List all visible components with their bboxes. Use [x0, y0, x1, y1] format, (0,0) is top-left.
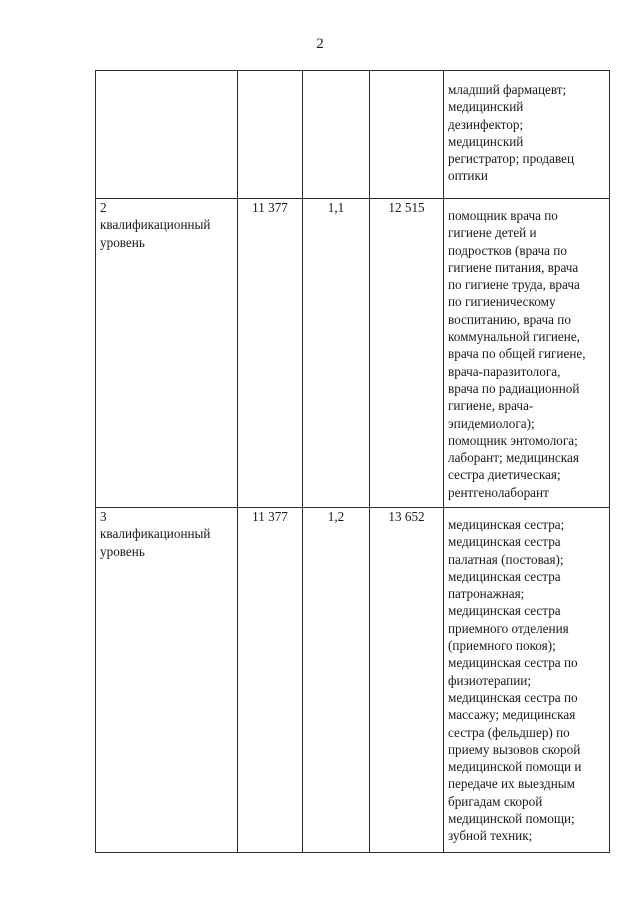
qualification-level-cell	[96, 199, 238, 508]
qualification-level-number: 2	[100, 200, 107, 215]
positions-cell: медицинская сестра; медицинская сестра палатная (постовая); медицинская сестра патронажная; медицинская сестра приемного отделения (приемного покоя); медицинская сестра по физиотерапии; медицинская сестра по массажу; медицинская сестра (фельдшер) по приему вызовов скорой медицинской помощи и передаче их выездным бригадам скорой медицинской помощи; зубной техник;	[444, 508, 610, 853]
base-salary-cell: 11 377	[238, 508, 303, 853]
coefficient-cell: 1,2	[303, 508, 370, 853]
table-row	[96, 71, 610, 199]
page-number: 2	[316, 36, 324, 52]
qualification-level-label: квалификационный уровень	[100, 526, 211, 559]
qualification-level-label: квалификационный уровень	[100, 217, 211, 250]
salary-cell: 12 515	[370, 199, 444, 508]
coefficient-cell: 1,1	[303, 199, 370, 508]
base-salary-cell: 11 377	[238, 199, 303, 508]
table-row	[96, 199, 610, 508]
qualification-level-number: 3	[100, 509, 107, 524]
qualification-level-cell	[96, 71, 238, 199]
table-row	[96, 508, 610, 853]
qualification-level-cell	[96, 508, 238, 853]
salary-cell	[370, 71, 444, 199]
coefficient-cell	[303, 71, 370, 199]
salary-cell: 13 652	[370, 508, 444, 853]
positions-cell: младший фармацевт; медицинский дезинфектор; медицинский регистратор; продавец оптики	[444, 71, 610, 199]
base-salary-cell	[238, 71, 303, 199]
salary-table	[95, 70, 610, 853]
positions-cell: помощник врача по гигиене детей и подростков (врача по гигиене питания, врача по гигиене труда, врача по гигиеническому воспитанию, врача по коммунальной гигиене, врача по общей гигиене, врача-паразитолога, врача по радиационной гигиене, врача- эпидемиолога); помощник энтомолога; лаборант; медицинская сестра диетическая; рентгенолаборант	[444, 199, 610, 508]
